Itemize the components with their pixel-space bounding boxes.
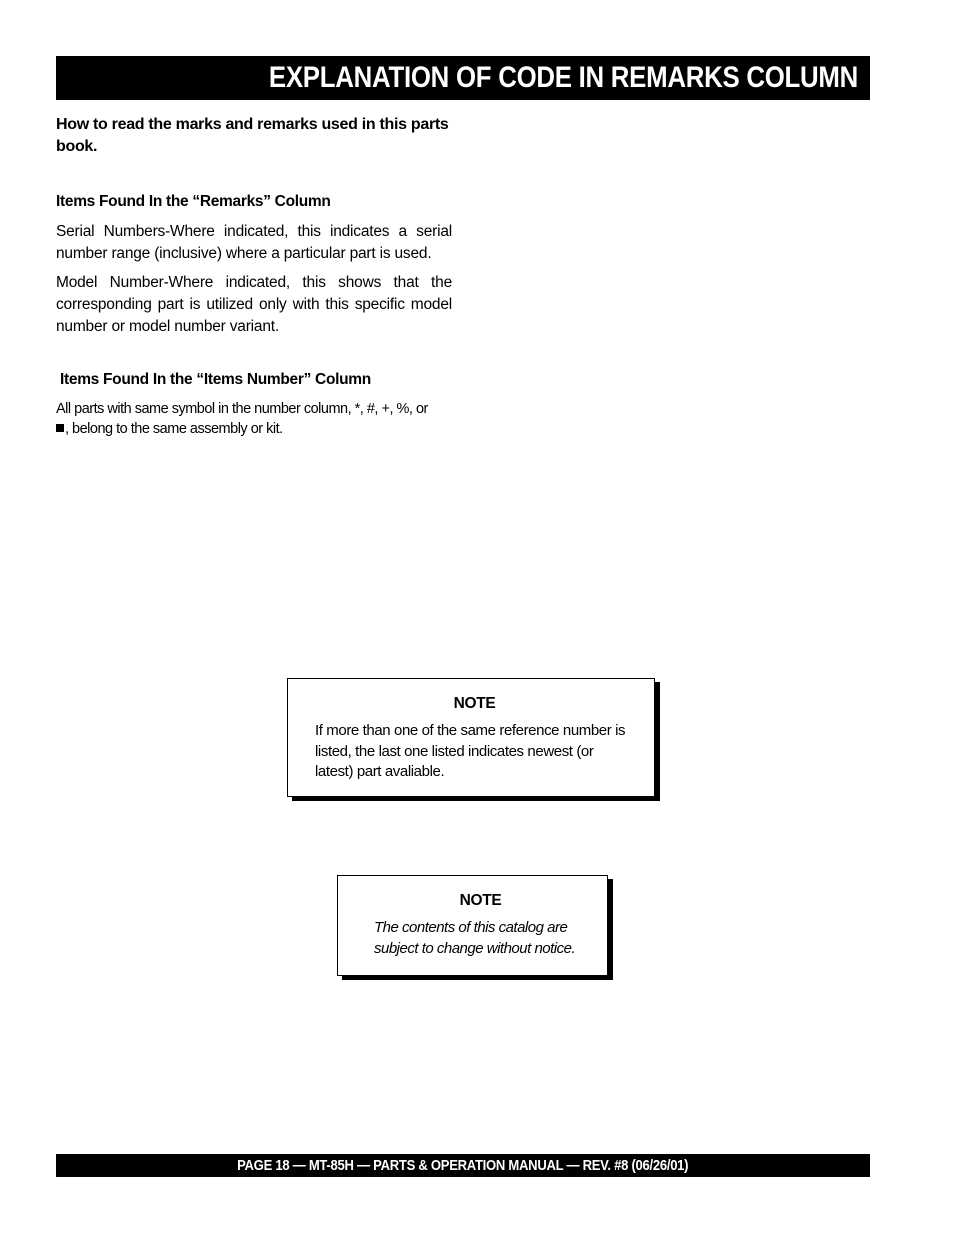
note-body: The contents of this catalog are subject to change without notice.: [374, 919, 576, 957]
symbols-text-tail: , belong to the same assembly or kit.: [65, 421, 283, 437]
model-number-paragraph: Model Number-Where indicated, this shows that the corresponding part is utilized only with this specific model number or model number variant.: [56, 274, 452, 335]
items-number-column-heading: Items Found In the “Items Number” Column: [60, 371, 371, 388]
note-title: NOTE: [453, 695, 496, 712]
intro-text: How to read the marks and remarks used in this parts book.: [56, 116, 449, 155]
symbols-paragraph: [56, 399, 452, 439]
page-footer-bar: [56, 1154, 870, 1177]
footer-text: PAGE 18 — MT-85H — PARTS & OPERATION MANUAL — REV. #8 (06/26/01): [237, 1157, 689, 1174]
square-symbol-icon: [56, 424, 64, 432]
remarks-column-heading: Items Found In the “Remarks” Column: [56, 193, 331, 210]
page-title: EXPLANATION OF CODE IN REMARKS COLUMN: [268, 61, 858, 94]
note-title: NOTE: [459, 892, 502, 909]
note-body: If more than one of the same reference number is listed, the last one listed indicates newest (or latest) part avaliable.: [315, 722, 626, 780]
note-box-catalog-change: [337, 875, 608, 976]
note-box-reference-number: [287, 678, 655, 797]
symbols-list: *, #, +, %, or: [354, 401, 428, 417]
serial-numbers-paragraph: Serial Numbers-Where indicated, this indicates a serial number range (inclusive) where a particular part is used.: [56, 223, 452, 262]
page-header-bar: [56, 56, 870, 100]
symbols-text-lead: All parts with same symbol in the number column,: [56, 401, 355, 417]
